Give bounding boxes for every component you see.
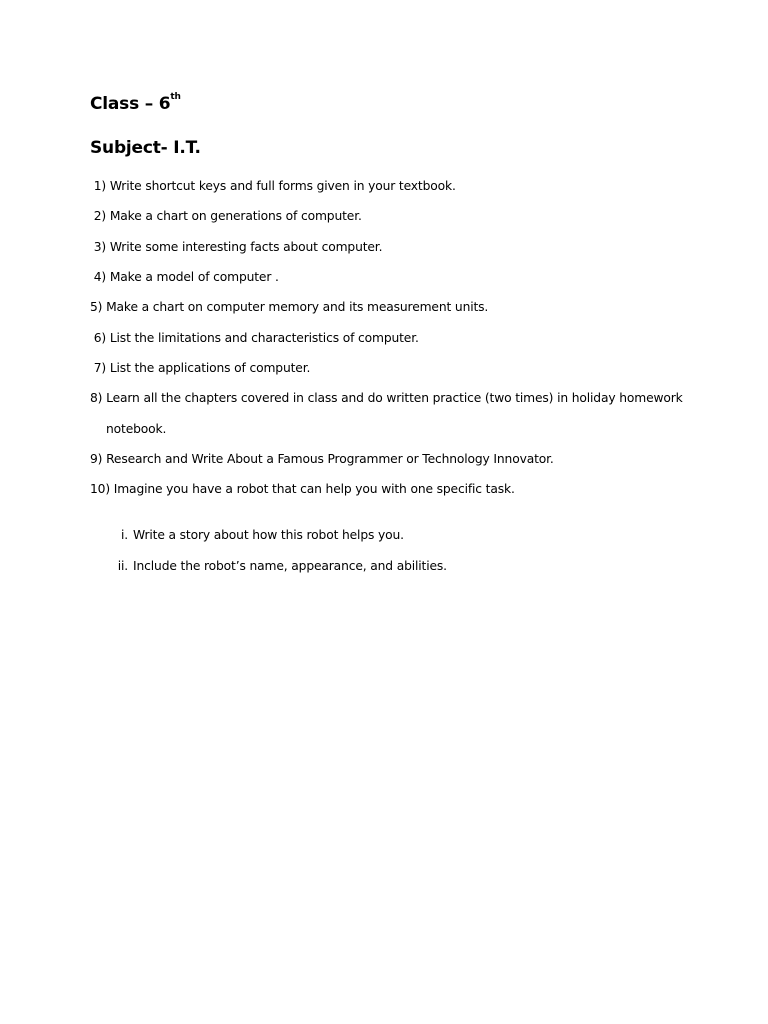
sub-list-item: [97, 542, 447, 590]
sub-list-marker: ii.: [117, 559, 129, 573]
subject-heading: Subject- I.T.: [90, 138, 201, 158]
class-heading: [90, 94, 181, 114]
list-item: 1) Write shortcut keys and full forms given in your textbook.: [90, 179, 456, 193]
sub-list-text: Write a story about how this robot helps you.: [133, 528, 404, 542]
sub-list-text: Include the robot’s name, appearance, and abilities.: [133, 559, 447, 573]
list-item: 5) Make a chart on computer memory and its measurement units.: [90, 300, 489, 314]
list-item: 9) Research and Write About a Famous Programmer or Technology Innovator.: [90, 452, 554, 466]
list-item-continuation: notebook.: [106, 422, 167, 436]
list-item: 10) Imagine you have a robot that can help you with one specific task.: [90, 482, 515, 496]
class-label: Class – 6: [90, 94, 171, 114]
list-item: 6) List the limitations and characteristics of computer.: [90, 331, 419, 345]
list-item: 4) Make a model of computer .: [90, 270, 279, 284]
list-item: 7) List the applications of computer.: [90, 361, 311, 375]
list-item: 8) Learn all the chapters covered in class and do written practice (two times) in holiday homework: [90, 391, 683, 405]
list-item: 2) Make a chart on generations of computer.: [90, 209, 362, 223]
sub-list-marker: i.: [121, 528, 129, 542]
class-suffix: th: [170, 92, 181, 103]
list-item: 3) Write some interesting facts about computer.: [90, 240, 383, 254]
